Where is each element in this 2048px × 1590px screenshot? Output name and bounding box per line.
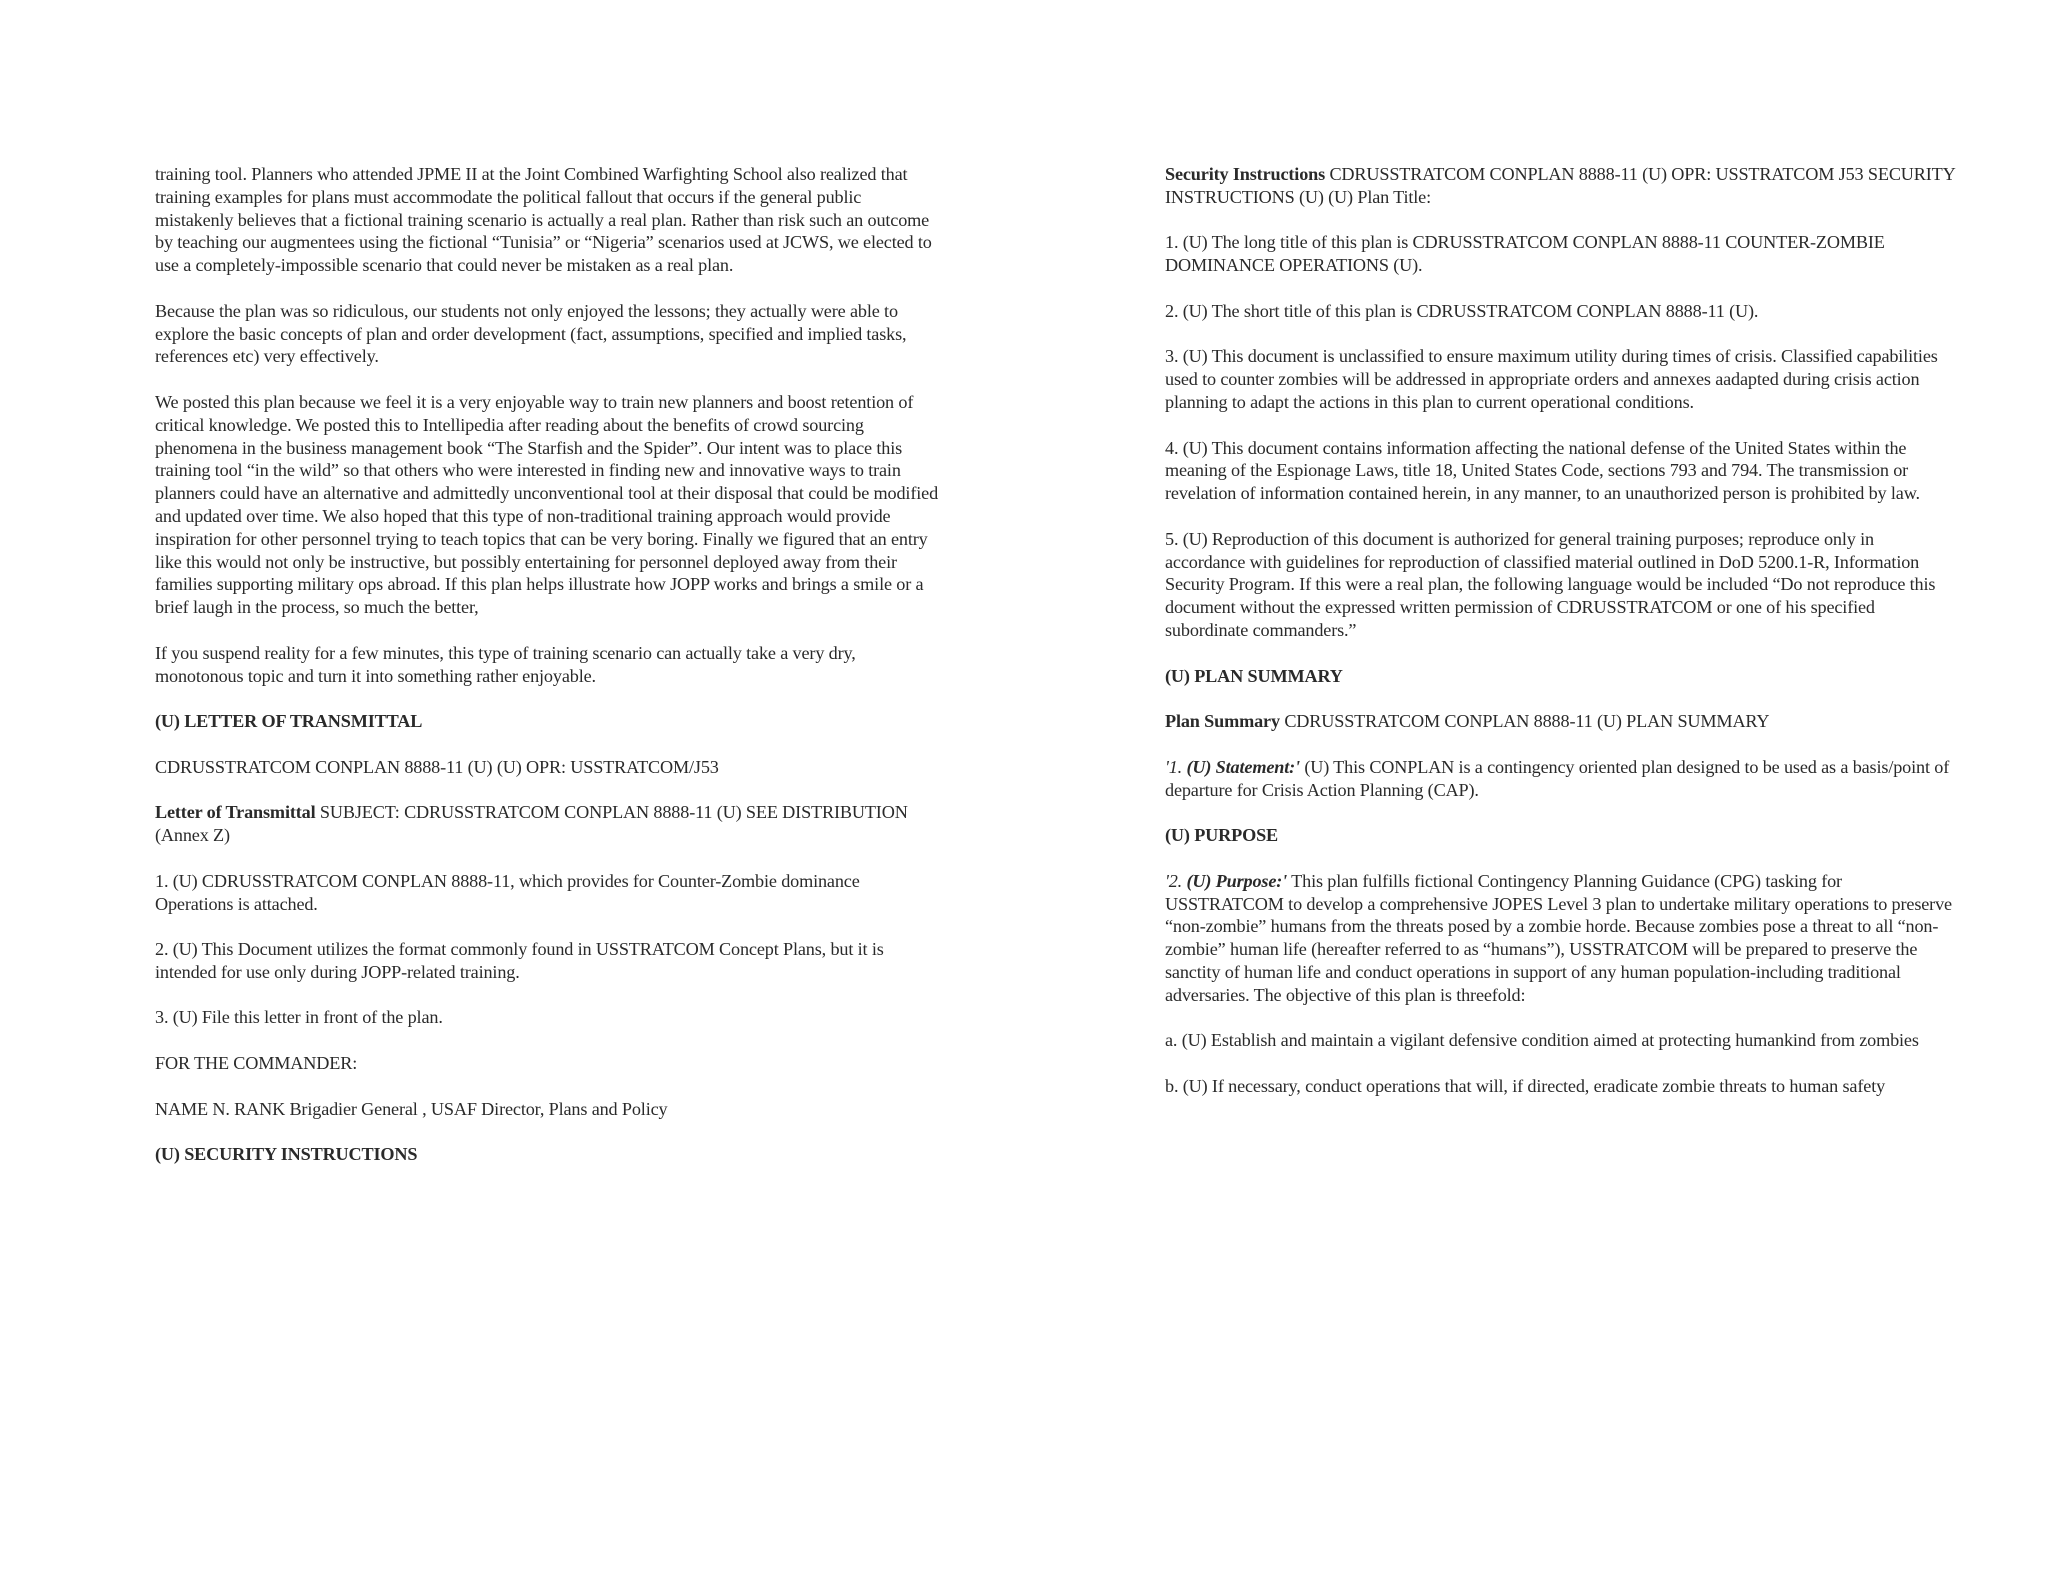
paragraph-item-3: 3. (U) File this letter in front of the plan. <box>155 1007 443 1028</box>
heading-purpose: (U) PURPOSE <box>1165 825 1279 846</box>
statement-text: (U) This CONPLAN is a contingency oriented plan designed to be used as a basis/point of departure for Crisis Action Planning (CAP). <box>1165 756 1950 800</box>
paragraph-long-title: 1. (U) The long title of this plan is CDRUSSTRATCOM CONPLAN 8888-11 COUNTER-ZOMBIE DOMINANCE OPERATIONS (U). <box>1165 232 1885 276</box>
paragraph-purpose <box>1165 870 1955 1007</box>
security-lead: Security Instructions <box>1165 164 1326 184</box>
paragraph-item-1: 1. (U) CDRUSSTRATCOM CONPLAN 8888-11, which provides for Counter-Zombie dominance Operations is attached. <box>155 870 860 914</box>
paragraph-for-the-commander: FOR THE COMMANDER: <box>155 1053 358 1074</box>
paragraph-security-instructions <box>1165 163 1955 209</box>
paragraph-why-posted: We posted this plan because we feel it is a very enjoyable way to train new planners and boost retention of critical knowledge. We posted this to Intellipedia after reading about the benefits of crowd sourcing phenomena in the business management book “The Starfish and the Spider”. Our intent was to place this training tool “in the wild” so that others who were interested in finding new and innovative ways to train planners could have an alternative and admittedly unconventional tool at their disposal that could be modified and updated over time. We also hoped that this type of non-traditional training approach would provide inspiration for other personnel trying to teach topics that can be very boring. Finally we figured that an entry like this would not only be instructive, but possibly entertaining for personnel deployed away from their families supporting military ops abroad. If this plan helps illustrate how JOPP works and brings a smile or a brief laugh in the process, so much the better, <box>155 391 939 618</box>
purpose-prefix: '2. <box>1165 870 1187 891</box>
paragraph-objective-a: a. (U) Establish and maintain a vigilant defensive condition aimed at protecting humankind from zombies <box>1165 1030 1919 1051</box>
paragraph-statement <box>1165 756 1955 802</box>
statement-prefix: '1. <box>1165 756 1187 777</box>
transmittal-lead: Letter of Transmittal <box>155 802 316 823</box>
plan-summary-lead: Plan Summary <box>1165 711 1280 732</box>
purpose-text: This plan fulfills fictional Contingency Planning Guidance (CPG) tasking for USSTRATCOM to develop a comprehensive JOPES Level 3 plan to undertake military operations to preserve “non-zombie” humans from the threats posed by a zombie horde. Because zombies pose a threat to all “non-zombie” human life (hereafter referred to as “humans”), USSTRATCOM will be prepared to preserve the sanctity of human life and conduct operations in support of any human population-including traditional adversaries. The objective of this plan is threefold: <box>1165 870 1952 1005</box>
left-page <box>155 163 940 1189</box>
paragraph-item-2: 2. (U) This Document utilizes the format commonly found in USSTRATCOM Concept Plans, but it is intended for use only during JOPP-related training. <box>155 939 884 982</box>
paragraph-suspend-reality: If you suspend reality for a few minutes, this type of training scenario can actually take a very dry, monotonous topic and turn it into something rather enjoyable. <box>155 642 856 686</box>
paragraph-transmittal-subject <box>155 801 940 847</box>
paragraph-unclassified: 3. (U) This document is unclassified to ensure maximum utility during times of crisis. Classified capabilities used to counter zombies will be addressed in appropriate orders and annexes aadapted during crisis action planning to adapt the actions in this plan to current operational conditions. <box>1165 346 1938 412</box>
paragraph-plan-summary <box>1165 710 1955 733</box>
purpose-lead: (U) Purpose:' <box>1186 870 1288 891</box>
security-instructions-text: CDRUSSTRATCOM CONPLAN 8888-11 (U) OPR: USSTRATCOM J53 SECURITY INSTRUCTIONS (U) (U) Plan Title: <box>1165 164 1955 207</box>
paragraph-national-defense: 4. (U) This document contains information affecting the national defense of the United States within the meaning of the Espionage Laws, title 18, United States Code, sections 793 and 794. The transmission or revelation of information contained herein, in any manner, to an unauthorized person is prohibited by law. <box>1165 437 1920 504</box>
transmittal-subject-text: SUBJECT: CDRUSSTRATCOM CONPLAN 8888-11 (U) SEE DISTRIBUTION (Annex Z) <box>155 802 908 846</box>
paragraph-short-title: 2. (U) The short title of this plan is CDRUSSTRATCOM CONPLAN 8888-11 (U). <box>1165 300 1759 321</box>
heading-letter-of-transmittal: (U) LETTER OF TRANSMITTAL <box>155 711 423 732</box>
heading-plan-summary: (U) PLAN SUMMARY <box>1165 665 1343 686</box>
heading-security-instructions: (U) SECURITY INSTRUCTIONS <box>155 1144 418 1165</box>
paragraph-reproduction: 5. (U) Reproduction of this document is authorized for general training purposes; reproduce only in accordance with guidelines for reproduction of classified material outlined in DoD 5200.1-R, Information Security Program. If this were a real plan, the following language would be included “Do not reproduce this document without the expressed written permission of CDRUSSTRATCOM or one of his specified subordinate commanders.” <box>1165 528 1936 640</box>
plan-summary-text: CDRUSSTRATCOM CONPLAN 8888-11 (U) PLAN SUMMARY <box>1279 711 1770 732</box>
paragraph-conplan-opr: CDRUSSTRATCOM CONPLAN 8888-11 (U) (U) OPR: USSTRATCOM/J53 <box>155 756 719 777</box>
paragraph-objective-b: b. (U) If necessary, conduct operations that will, if directed, eradicate zombie threats to human safety <box>1165 1075 1886 1096</box>
statement-lead: (U) Statement:' <box>1186 756 1300 777</box>
right-page <box>1165 163 1955 1120</box>
paragraph-training-tool: training tool. Planners who attended JPME II at the Joint Combined Warfighting School also realized that training examples for plans must accommodate the political fallout that occurs if the general public mistakenly believes that a fictional training scenario is actually a real plan. Rather than risk such an outcome by teaching our augmentees using the fictional “Tunisia” or “Nigeria” scenarios used at JCWS, we elected to use a completely-impossible scenario that could never be mistaken as a real plan. <box>155 164 932 276</box>
paragraph-signature-block: NAME N. RANK Brigadier General , USAF Director, Plans and Policy <box>155 1098 668 1119</box>
paragraph-ridiculous-plan: Because the plan was so ridiculous, our students not only enjoyed the lessons; they actually were able to explore the basic concepts of plan and order development (fact, assumptions, specified and implied tasks, references etc) very effectively. <box>155 300 907 367</box>
